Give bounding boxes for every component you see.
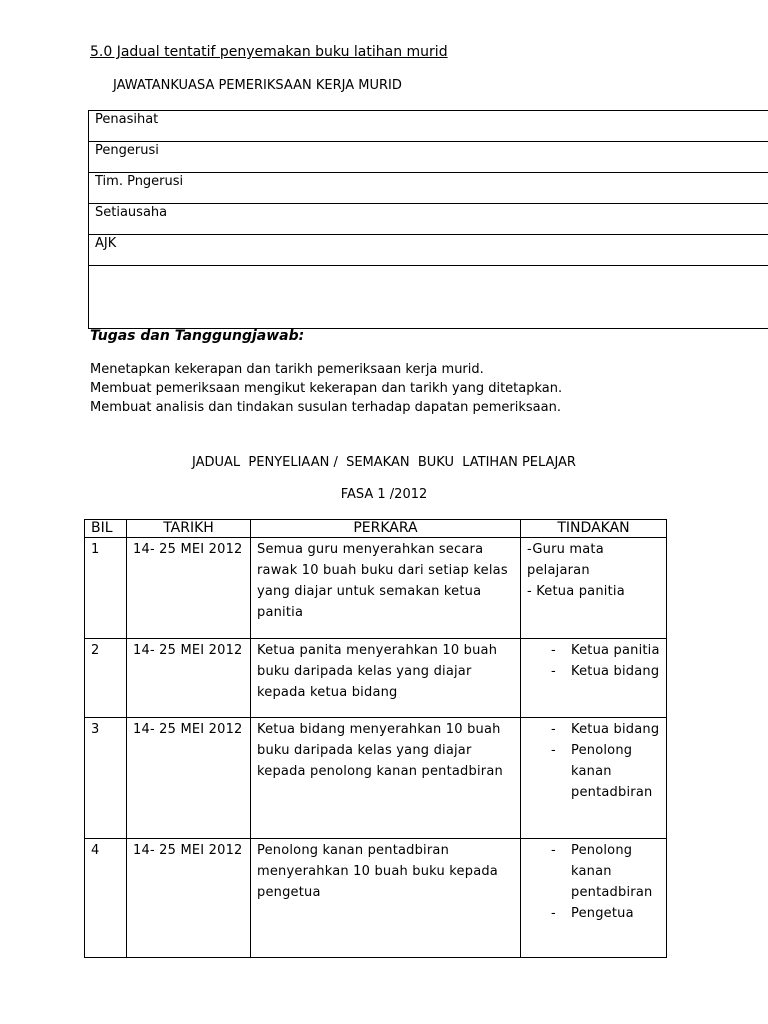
duty-item: Membuat pemeriksaan mengikut kekerapan dan tarikh yang ditetapkan.: [90, 381, 563, 396]
action-text: - Ketua panitia: [527, 584, 625, 599]
cell-tarikh: 14- 25 MEI 2012: [127, 538, 251, 639]
cell-bil: 3: [85, 718, 127, 839]
cell-tarikh: 14- 25 MEI 2012: [127, 718, 251, 839]
cell-tindakan: [521, 839, 667, 958]
duties-heading: Tugas dan Tanggungjawab:: [90, 328, 305, 344]
role-setiausaha: Setiausaha: [89, 204, 768, 235]
cell-bil: 1: [85, 538, 127, 639]
role-row: [89, 142, 768, 173]
action-list: [527, 719, 660, 803]
role-row: [89, 235, 768, 266]
table-row: [85, 839, 667, 958]
cell-perkara: Penolong kanan pentadbiran menyerahkan 10 buah buku kepada pengetua: [251, 839, 521, 958]
duty-item: Menetapkan kekerapan dan tarikh pemeriksaan kerja murid.: [90, 362, 484, 377]
role-penasihat: Penasihat: [89, 111, 768, 142]
action-item: - Penolong kanan pentadbiran: [527, 840, 660, 903]
section-title: 5.0 Jadual tentatif penyemakan buku latihan murid: [90, 44, 448, 60]
role-row: [89, 111, 768, 142]
role-row: [89, 173, 768, 204]
action-list: [527, 840, 660, 924]
duty-item: Membuat analisis dan tindakan susulan terhadap dapatan pemeriksaan.: [90, 400, 561, 415]
action-item: - Pengetua: [527, 903, 660, 924]
cell-tindakan: [521, 538, 667, 639]
action-item: - Ketua bidang: [527, 661, 660, 682]
schedule-title: JADUAL PENYELIAAN / SEMAKAN BUKU LATIHAN PELAJAR: [192, 455, 576, 470]
cell-tindakan: [521, 639, 667, 718]
cell-perkara: Ketua panita menyerahkan 10 buah buku daripada kelas yang diajar kepada ketua bidang: [251, 639, 521, 718]
action-item: - Penolong kanan pentadbiran: [527, 740, 660, 803]
action-item: - Ketua panitia: [527, 640, 660, 661]
schedule-header-row: [85, 520, 667, 538]
table-row: [85, 639, 667, 718]
role-ajk: AJK: [89, 235, 768, 266]
duties-list: [90, 360, 562, 417]
committee-roles-table: [88, 110, 768, 329]
cell-tindakan: [521, 718, 667, 839]
role-row: [89, 204, 768, 235]
cell-tarikh: 14- 25 MEI 2012: [127, 839, 251, 958]
role-blank-cell: [89, 266, 768, 329]
schedule-table: [84, 519, 667, 958]
header-tarikh: TARIKH: [127, 520, 251, 538]
schedule-phase: FASA 1 /2012: [340, 487, 428, 502]
role-pengerusi: Pengerusi: [89, 142, 768, 173]
role-row-blank: [89, 266, 768, 329]
role-timbalan-pengerusi: Tim. Pngerusi: [89, 173, 768, 204]
header-bil: BIL: [85, 520, 127, 538]
committee-title: JAWATANKUASA PEMERIKSAAN KERJA MURID: [113, 78, 402, 93]
cell-perkara: Ketua bidang menyerahkan 10 buah buku daripada kelas yang diajar kepada penolong kanan pentadbiran: [251, 718, 521, 839]
header-tindakan: TINDAKAN: [521, 520, 667, 538]
action-item: - Ketua bidang: [527, 719, 660, 740]
cell-bil: 2: [85, 639, 127, 718]
header-perkara: PERKARA: [251, 520, 521, 538]
cell-bil: 4: [85, 839, 127, 958]
cell-perkara: Semua guru menyerahkan secara rawak 10 buah buku dari setiap kelas yang diajar untuk semakan ketua panitia: [251, 538, 521, 639]
table-row: [85, 538, 667, 639]
action-list: [527, 640, 660, 682]
cell-tarikh: 14- 25 MEI 2012: [127, 639, 251, 718]
table-row: [85, 718, 667, 839]
action-text: -Guru mata pelajaran: [527, 542, 604, 578]
